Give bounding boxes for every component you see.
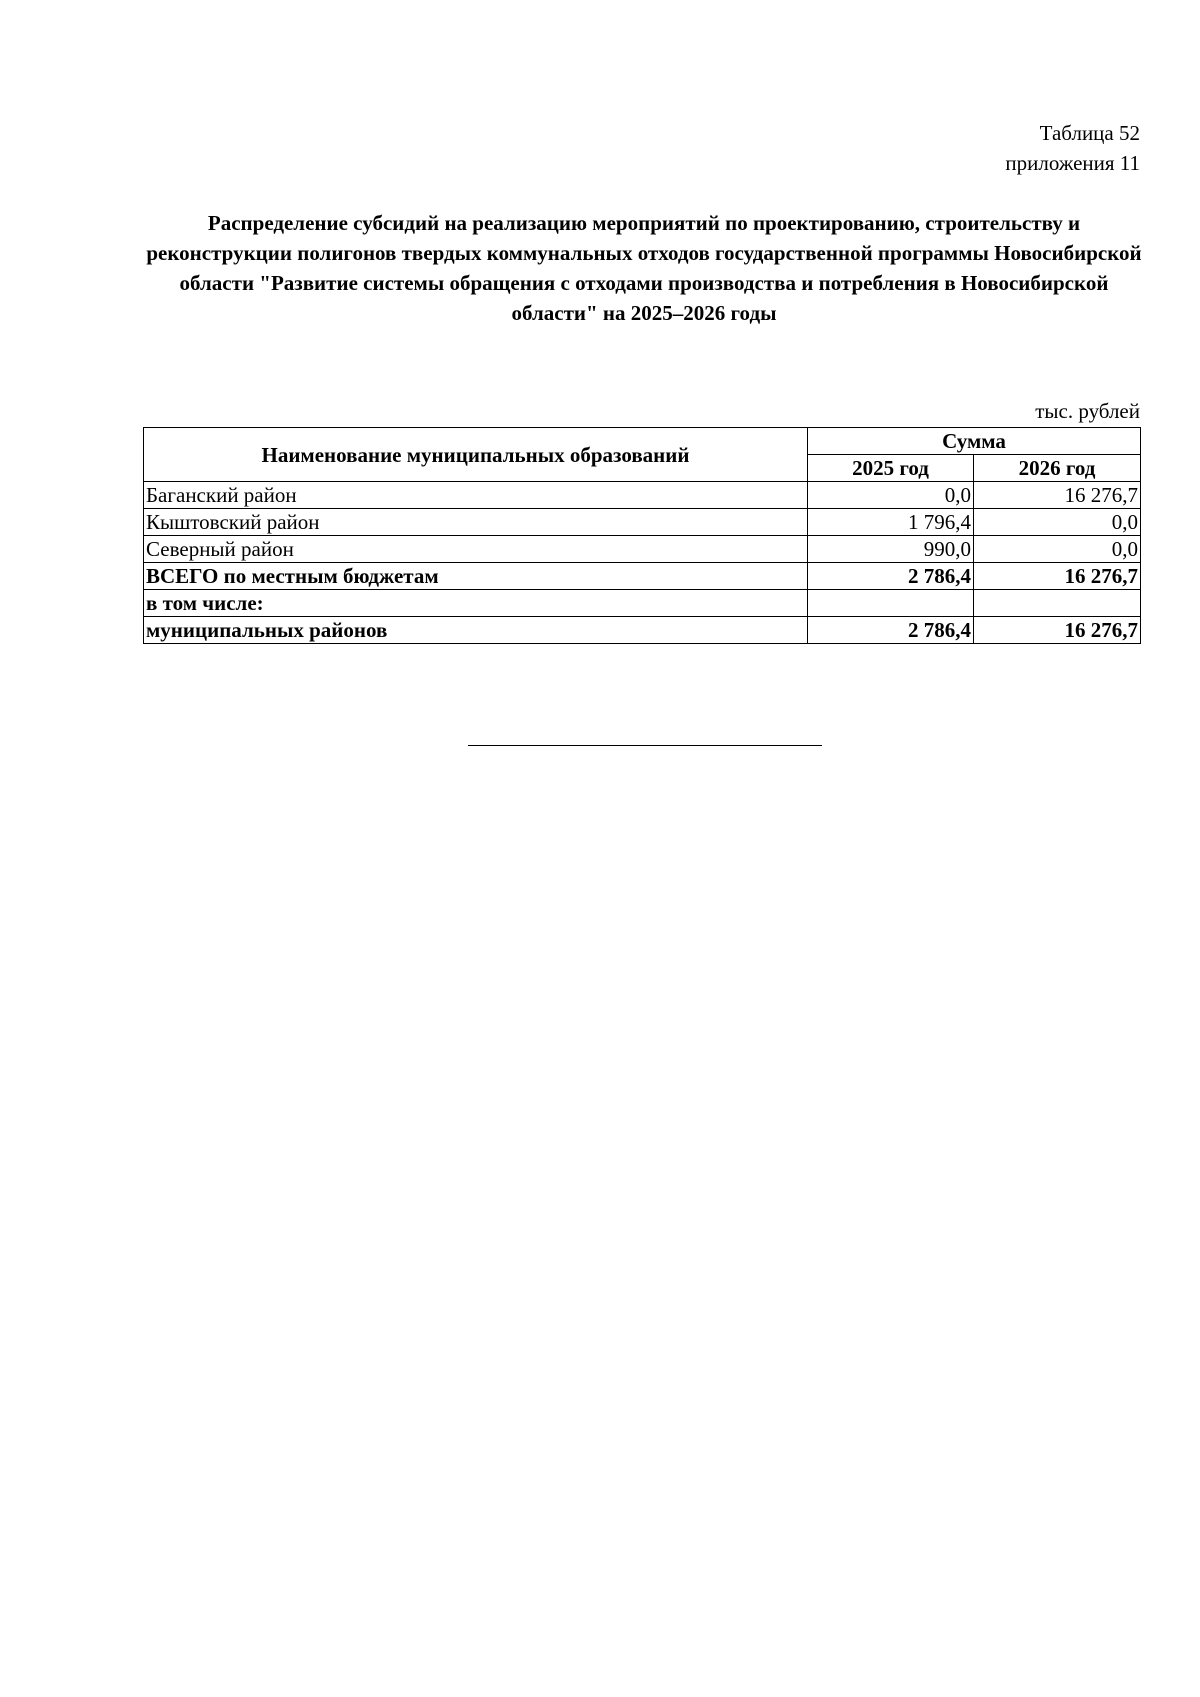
- municipal-districts-row: [144, 617, 1141, 644]
- row-value-2025: 0,0: [808, 482, 974, 509]
- separator-line: [468, 745, 822, 746]
- row-name: в том числе:: [144, 590, 808, 617]
- row-name: Кыштовский район: [144, 509, 808, 536]
- appendix-label: приложения 11: [1005, 151, 1140, 175]
- row-value-2025: 1 796,4: [808, 509, 974, 536]
- row-value-2026: 16 276,7: [974, 617, 1141, 644]
- row-value-2026: [974, 590, 1141, 617]
- total-row: [144, 563, 1141, 590]
- row-value-2026: 16 276,7: [974, 482, 1141, 509]
- including-row: [144, 590, 1141, 617]
- row-name: ВСЕГО по местным бюджетам: [144, 563, 808, 590]
- row-value-2025: 990,0: [808, 536, 974, 563]
- column-header-name: Наименование муниципальных образований: [144, 428, 808, 482]
- column-header-2025: 2025 год: [808, 455, 974, 482]
- row-value-2025: 2 786,4: [808, 617, 974, 644]
- table-row: [144, 509, 1141, 536]
- table-number: Таблица 52: [1039, 121, 1140, 145]
- row-value-2025: [808, 590, 974, 617]
- row-value-2025: 2 786,4: [808, 563, 974, 590]
- row-name: Баганский район: [144, 482, 808, 509]
- column-header-2026: 2026 год: [974, 455, 1141, 482]
- units-label: тыс. рублей: [1035, 399, 1140, 423]
- row-value-2026: 0,0: [974, 509, 1141, 536]
- row-value-2026: 16 276,7: [974, 563, 1141, 590]
- document-title: Распределение субсидий на реализацию мероприятий по проектированию, строительству и реконструкции полигонов твердых коммунальных отходов государственной программы Новосибирской области "Развитие системы обращения с отходами производства и потребления в Новосибирской области" на 2025–2026 годы: [146, 211, 1142, 325]
- row-value-2026: 0,0: [974, 536, 1141, 563]
- table-row: [144, 536, 1141, 563]
- row-name: муниципальных районов: [144, 617, 808, 644]
- table-reference: [1005, 118, 1140, 178]
- column-header-sum: Сумма: [808, 428, 1141, 455]
- table-row: [144, 482, 1141, 509]
- row-name: Северный район: [144, 536, 808, 563]
- subsidy-table: [143, 427, 1141, 644]
